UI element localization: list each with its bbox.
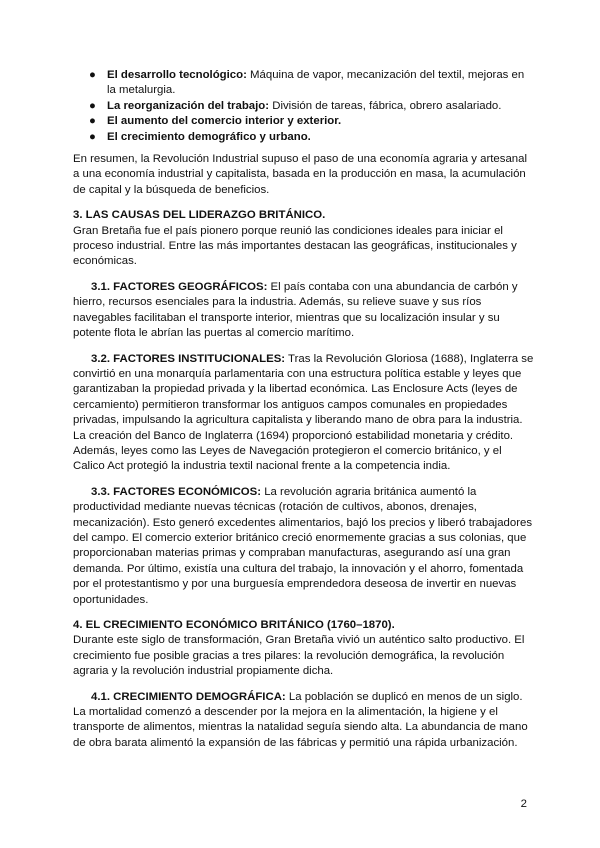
section-4-1-text: La población se duplicó en menos de un siglo. La mortalidad comenzó a descender por la mejora en la alimentación, la higiene y el transporte de alimentos, mientras la natalidad seguía siendo alta. La abundancia de mano de obra barata alimentó la expansión de las fábricas y permitió una rápida urbanización.	[73, 690, 528, 749]
bullet-text: División de tareas, fábrica, obrero asalariado.	[269, 99, 502, 112]
section-3-2-title: 3.2. FACTORES INSTITUCIONALES:	[91, 352, 286, 365]
section-3-2-paragraph	[73, 352, 535, 475]
bullet-item	[73, 68, 535, 99]
section-3-1-text: El país contaba con una abundancia de carbón y hierro, recursos esenciales para la industria. Además, su relieve suave y sus ríos navegables facilitaban el transporte interior, mientras que su localización insular y su potente flota le abrían las puertas al comercio marítimo.	[73, 280, 518, 340]
bullet-text: Máquina de vapor, mecanización del textil, mejoras en la metalurgia.	[107, 69, 525, 97]
bullet-bold: El aumento del comercio interior y exterior.	[107, 115, 342, 128]
section-4-1-title: 4.1. CRECIMIENTO DEMOGRÁFICA:	[91, 690, 286, 703]
section-3-3-paragraph	[73, 485, 535, 608]
bullet-dot-icon: ●	[89, 69, 96, 81]
section-3-2-text: Tras la Revolución Gloriosa (1688), Inglaterra se convirtió en una monarquía parlamentaria con una estructura política estable y leyes que garantizaban la propiedad privada y la libertad económica. Las Enclosure Acts (leyes de cercamiento) permitieron transformar los antiguos campos comunales en propiedades privadas, impulsando la agricultura capitalista y liberando mano de obra para la industria. La creación del Banco de Inglaterra (1694) proporcionó estabilidad monetaria y crédito. Además, leyes como las Leyes de Navegación protegieron el comercio británico, y el Calico Act protegió la industria textil nacional frente a la competencia india.	[73, 352, 534, 473]
bullet-dot-icon: ●	[89, 99, 96, 112]
bullet-item	[73, 114, 535, 129]
section-4-intro: Durante este siglo de transformación, Gran Bretaña vivió un auténtico salto productivo. El crecimiento fue posible gracias a tres pilares: la revolución demográfica, la revolución agraria y la revolución industrial propiamente dicha.	[73, 634, 525, 678]
section-3-1-title: 3.1. FACTORES GEOGRÁFICOS:	[91, 280, 268, 293]
page-number: 2	[520, 798, 527, 810]
bullet-list	[73, 68, 535, 145]
section-3-title: 3. LAS CAUSAS DEL LIDERAZGO BRITÁNICO.	[73, 209, 326, 222]
bullet-item	[73, 99, 535, 114]
page-content	[73, 68, 535, 751]
bullet-dot-icon: ●	[89, 130, 96, 143]
bullet-dot-icon: ●	[89, 115, 96, 128]
section-3-3-title: 3.3. FACTORES ECONÓMICOS:	[91, 485, 262, 498]
section-4-title: 4. EL CRECIMIENTO ECONÓMICO BRITÁNICO (1760–1870).	[73, 619, 395, 631]
section-3-3-text: La revolución agraria británica aumentó la productividad mediante nuevas técnicas (rotación de cultivos, abonos, drenajes, mecanización). Esto generó excedentes alimentarios, bajó los precios y liberó trabajadores del campo. El comercio exterior británico creció enormemente gracias a sus colonias, que proporcionaban materias primas y compraban manufacturas, asegurando así una gran demanda. Por último, existía una cultura del trabajo, la innovación y el ahorro, fomentada por el protestantismo y por una burguesía emprendedora deseosa de invertir en nuevas oportunidades.	[73, 485, 533, 606]
summary-paragraph: En resumen, la Revolución Industrial supuso el paso de una economía agraria y artesanal a una economía industrial y capitalista, basada en la producción en masa, la acumulación de capital y la búsqueda de beneficios.	[73, 153, 527, 196]
section-3-intro: Gran Bretaña fue el país pionero porque reunió las condiciones ideales para iniciar el proceso industrial. Entre las más importantes destacan las geográficas, institucionales y económicas.	[73, 224, 517, 268]
bullet-item	[73, 130, 535, 145]
section-3-1-paragraph	[73, 280, 535, 342]
bullet-bold: El crecimiento demográfico y urbano.	[107, 130, 311, 143]
section-4-1-paragraph	[73, 690, 535, 752]
bullet-bold: La reorganización del trabajo:	[107, 99, 270, 112]
bullet-bold: El desarrollo tecnológico:	[107, 69, 247, 81]
